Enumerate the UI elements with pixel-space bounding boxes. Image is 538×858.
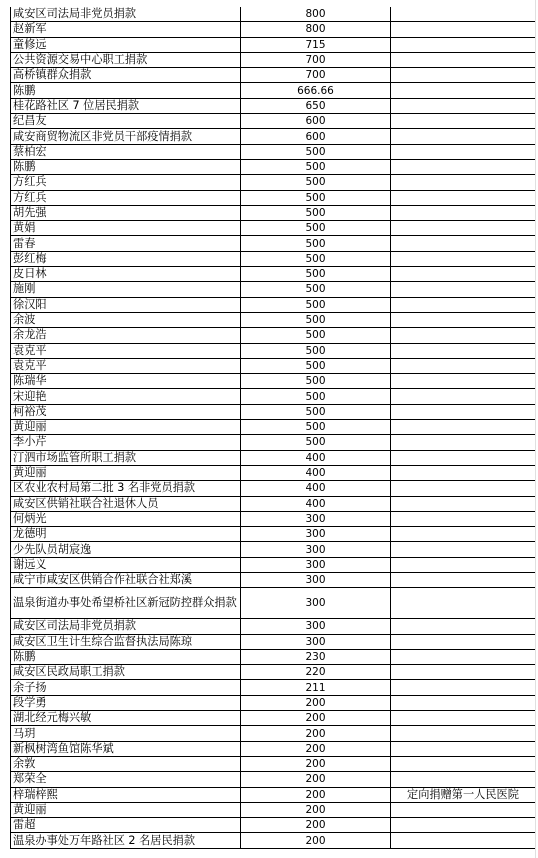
- table-row: [11, 711, 536, 726]
- table-row: [11, 572, 536, 587]
- donation-amount-cell[interactable]: 500: [241, 374, 391, 389]
- table-row: [11, 649, 536, 664]
- table-row: [11, 404, 536, 419]
- table-row: [11, 236, 536, 251]
- table-row: [11, 481, 536, 496]
- donor-name-cell[interactable]: 何炳光: [11, 511, 241, 526]
- table-row: [11, 221, 536, 236]
- donor-name-cell[interactable]: 袁克平: [11, 358, 241, 373]
- donation-amount-cell[interactable]: 500: [241, 236, 391, 251]
- note-cell[interactable]: [391, 68, 536, 83]
- donation-amount-cell[interactable]: 200: [241, 711, 391, 726]
- donation-amount-cell[interactable]: 600: [241, 129, 391, 144]
- note-cell[interactable]: [391, 404, 536, 419]
- donation-amount-cell[interactable]: 400: [241, 481, 391, 496]
- note-cell[interactable]: [391, 741, 536, 756]
- donation-amount-cell[interactable]: 500: [241, 328, 391, 343]
- note-cell[interactable]: [391, 588, 536, 619]
- table-row: [11, 282, 536, 297]
- donor-name-cell[interactable]: 湖北经元梅兴敏: [11, 711, 241, 726]
- note-cell[interactable]: 定向捐赠第一人民医院: [391, 787, 536, 802]
- donor-name-cell[interactable]: 汀泗市场监管所职工捐款: [11, 450, 241, 465]
- note-cell[interactable]: [391, 7, 536, 22]
- donor-name-cell[interactable]: 陈鹏: [11, 83, 241, 98]
- donor-name-cell[interactable]: 蔡柏宏: [11, 144, 241, 159]
- donor-name-cell[interactable]: 少先队员胡宸逸: [11, 542, 241, 557]
- table-row: [11, 343, 536, 358]
- note-cell[interactable]: [391, 221, 536, 236]
- note-cell[interactable]: [391, 481, 536, 496]
- note-cell[interactable]: [391, 98, 536, 113]
- table-row: [11, 190, 536, 205]
- donation-amount-cell[interactable]: 300: [241, 588, 391, 619]
- note-cell[interactable]: [391, 542, 536, 557]
- table-row: [11, 251, 536, 266]
- donor-name-cell[interactable]: 高桥镇群众捐款: [11, 68, 241, 83]
- donation-amount-cell[interactable]: 200: [241, 772, 391, 787]
- note-cell[interactable]: [391, 175, 536, 190]
- donor-name-cell[interactable]: 余波: [11, 312, 241, 327]
- table-row: [11, 511, 536, 526]
- donation-amount-cell[interactable]: 500: [241, 420, 391, 435]
- note-cell[interactable]: [391, 83, 536, 98]
- table-row: [11, 144, 536, 159]
- donation-amount-cell[interactable]: 220: [241, 665, 391, 680]
- donation-amount-cell[interactable]: 500: [241, 435, 391, 450]
- table-row: [11, 328, 536, 343]
- note-cell[interactable]: [391, 236, 536, 251]
- donation-amount-cell[interactable]: 500: [241, 297, 391, 312]
- table-row: [11, 741, 536, 756]
- donor-name-cell[interactable]: 咸安区卫生计生综合监督执法局陈琼: [11, 634, 241, 649]
- table-row: [11, 114, 536, 129]
- donor-name-cell[interactable]: 黄娟: [11, 221, 241, 236]
- note-cell[interactable]: [391, 496, 536, 511]
- note-cell[interactable]: [391, 251, 536, 266]
- donation-amount-cell[interactable]: 500: [241, 190, 391, 205]
- donation-amount-cell[interactable]: 500: [241, 251, 391, 266]
- note-cell[interactable]: [391, 572, 536, 587]
- donation-amount-cell[interactable]: 200: [241, 802, 391, 817]
- note-cell[interactable]: [391, 833, 536, 848]
- note-cell[interactable]: [391, 312, 536, 327]
- note-cell[interactable]: [391, 267, 536, 282]
- table-row: [11, 496, 536, 511]
- note-cell[interactable]: [391, 205, 536, 220]
- donation-amount-cell[interactable]: 500: [241, 159, 391, 174]
- donor-name-cell[interactable]: 区农业农村局第二批 3 名非党员捐款: [11, 481, 241, 496]
- donation-amount-cell[interactable]: 500: [241, 175, 391, 190]
- donation-amount-cell[interactable]: 400: [241, 496, 391, 511]
- table-row: [11, 22, 536, 37]
- note-cell[interactable]: [391, 282, 536, 297]
- table-row: [11, 833, 536, 848]
- note-cell[interactable]: [391, 649, 536, 664]
- donor-name-cell[interactable]: 咸安区司法局非党员捐款: [11, 7, 241, 22]
- note-cell[interactable]: [391, 52, 536, 67]
- donor-name-cell[interactable]: 彭红梅: [11, 251, 241, 266]
- note-cell[interactable]: [391, 435, 536, 450]
- donation-amount-cell[interactable]: 230: [241, 649, 391, 664]
- donation-amount-cell[interactable]: 400: [241, 450, 391, 465]
- donation-amount-cell[interactable]: 500: [241, 205, 391, 220]
- table-row: [11, 175, 536, 190]
- donor-name-cell[interactable]: 陈瑞华: [11, 374, 241, 389]
- note-cell[interactable]: [391, 159, 536, 174]
- note-cell[interactable]: [391, 22, 536, 37]
- donor-name-cell[interactable]: 余子扬: [11, 680, 241, 695]
- table-row: [11, 205, 536, 220]
- table-row: [11, 420, 536, 435]
- table-row: [11, 756, 536, 771]
- donation-amount-cell[interactable]: 200: [241, 741, 391, 756]
- donor-name-cell[interactable]: 马玥: [11, 726, 241, 741]
- note-cell[interactable]: [391, 190, 536, 205]
- donor-name-cell[interactable]: 方红兵: [11, 190, 241, 205]
- donation-amount-cell[interactable]: 300: [241, 634, 391, 649]
- table-row: [11, 389, 536, 404]
- donor-name-cell[interactable]: 黄迎丽: [11, 802, 241, 817]
- note-cell[interactable]: [391, 619, 536, 634]
- note-cell[interactable]: [391, 114, 536, 129]
- note-cell[interactable]: [391, 297, 536, 312]
- note-cell[interactable]: [391, 389, 536, 404]
- table-row: [11, 374, 536, 389]
- note-cell[interactable]: [391, 665, 536, 680]
- donation-amount-cell[interactable]: 650: [241, 98, 391, 113]
- donor-name-cell[interactable]: 余龙浩: [11, 328, 241, 343]
- table-row: [11, 358, 536, 373]
- donation-amount-cell[interactable]: 300: [241, 572, 391, 587]
- donor-name-cell[interactable]: 温泉街道办事处希望桥社区新冠防控群众捐款: [11, 588, 241, 619]
- donor-name-cell[interactable]: 黄迎丽: [11, 465, 241, 480]
- donation-amount-cell[interactable]: 500: [241, 404, 391, 419]
- donation-amount-cell[interactable]: 600: [241, 114, 391, 129]
- donation-amount-cell[interactable]: 500: [241, 144, 391, 159]
- donor-name-cell[interactable]: 公共资源交易中心职工捐款: [11, 52, 241, 67]
- note-cell[interactable]: [391, 511, 536, 526]
- table-row: [11, 665, 536, 680]
- note-cell[interactable]: [391, 328, 536, 343]
- table-row: [11, 267, 536, 282]
- donor-name-cell[interactable]: 赵新军: [11, 22, 241, 37]
- note-cell[interactable]: [391, 695, 536, 710]
- note-cell[interactable]: [391, 802, 536, 817]
- donor-name-cell[interactable]: 徐汉阳: [11, 297, 241, 312]
- table-row: [11, 68, 536, 83]
- table-row: [11, 527, 536, 542]
- note-cell[interactable]: [391, 37, 536, 52]
- donation-amount-cell[interactable]: 200: [241, 833, 391, 848]
- table-row: [11, 52, 536, 67]
- note-cell[interactable]: [391, 465, 536, 480]
- donation-amount-cell[interactable]: 200: [241, 818, 391, 833]
- table-row: [11, 772, 536, 787]
- donation-amount-cell[interactable]: 300: [241, 619, 391, 634]
- donation-amount-cell[interactable]: 300: [241, 527, 391, 542]
- table-row: [11, 450, 536, 465]
- donor-name-cell[interactable]: 柯裕茂: [11, 404, 241, 419]
- donor-name-cell[interactable]: 宋迎艳: [11, 389, 241, 404]
- table-row: [11, 98, 536, 113]
- table-row: [11, 465, 536, 480]
- note-cell[interactable]: [391, 680, 536, 695]
- donor-name-cell[interactable]: 咸宁市咸安区供销合作社联合社郑溪: [11, 572, 241, 587]
- note-cell[interactable]: [391, 343, 536, 358]
- donor-name-cell[interactable]: 龙德明: [11, 527, 241, 542]
- donor-name-cell[interactable]: 方红兵: [11, 175, 241, 190]
- donor-name-cell[interactable]: 温泉办事处万年路社区 2 名居民捐款: [11, 833, 241, 848]
- table-row: [11, 619, 536, 634]
- table-row: [11, 297, 536, 312]
- donation-amount-cell[interactable]: 800: [241, 22, 391, 37]
- donor-name-cell[interactable]: 袁克平: [11, 343, 241, 358]
- donation-amount-cell[interactable]: 500: [241, 221, 391, 236]
- donation-amount-cell[interactable]: 700: [241, 68, 391, 83]
- donor-name-cell[interactable]: 郑荣全: [11, 772, 241, 787]
- table-row: [11, 159, 536, 174]
- donation-amount-cell[interactable]: 500: [241, 282, 391, 297]
- note-cell[interactable]: [391, 358, 536, 373]
- donation-table-body: [11, 7, 536, 848]
- page-edge: [535, 0, 536, 858]
- donor-name-cell[interactable]: 陈鹏: [11, 649, 241, 664]
- donation-amount-cell[interactable]: 500: [241, 267, 391, 282]
- donation-amount-cell[interactable]: 800: [241, 7, 391, 22]
- note-cell[interactable]: [391, 129, 536, 144]
- donation-amount-cell[interactable]: 200: [241, 756, 391, 771]
- table-row: [11, 695, 536, 710]
- note-cell[interactable]: [391, 420, 536, 435]
- table-row: [11, 802, 536, 817]
- donor-name-cell[interactable]: 皮日林: [11, 267, 241, 282]
- note-cell[interactable]: [391, 450, 536, 465]
- donation-amount-cell[interactable]: 500: [241, 389, 391, 404]
- table-row: [11, 37, 536, 52]
- table-row: [11, 129, 536, 144]
- donation-amount-cell[interactable]: 500: [241, 312, 391, 327]
- note-cell[interactable]: [391, 634, 536, 649]
- donation-amount-cell[interactable]: 700: [241, 52, 391, 67]
- table-row: [11, 83, 536, 98]
- donor-name-cell[interactable]: 雷春: [11, 236, 241, 251]
- table-row: [11, 312, 536, 327]
- donor-name-cell[interactable]: 陈鹏: [11, 159, 241, 174]
- table-row: [11, 542, 536, 557]
- donor-name-cell[interactable]: 新枫树湾鱼馆陈华斌: [11, 741, 241, 756]
- table-row: [11, 435, 536, 450]
- table-row: [11, 588, 536, 619]
- donor-name-cell[interactable]: 咸安区民政局职工捐款: [11, 665, 241, 680]
- donor-name-cell[interactable]: 胡先强: [11, 205, 241, 220]
- donor-name-cell[interactable]: 童修远: [11, 37, 241, 52]
- donor-name-cell[interactable]: 黄迎丽: [11, 420, 241, 435]
- note-cell[interactable]: [391, 374, 536, 389]
- table-row: [11, 557, 536, 572]
- donor-name-cell[interactable]: 雷超: [11, 818, 241, 833]
- note-cell[interactable]: [391, 756, 536, 771]
- donation-amount-cell[interactable]: 400: [241, 465, 391, 480]
- donation-table: [10, 7, 536, 849]
- donor-name-cell[interactable]: 纪昌友: [11, 114, 241, 129]
- table-row: [11, 634, 536, 649]
- donation-amount-cell[interactable]: 200: [241, 726, 391, 741]
- donor-name-cell[interactable]: 咸安区司法局非党员捐款: [11, 619, 241, 634]
- donation-amount-cell[interactable]: 666.66: [241, 83, 391, 98]
- donor-name-cell[interactable]: 谢远义: [11, 557, 241, 572]
- donation-amount-cell[interactable]: 300: [241, 557, 391, 572]
- note-cell[interactable]: [391, 711, 536, 726]
- donor-name-cell[interactable]: 余敦: [11, 756, 241, 771]
- donor-name-cell[interactable]: 咸安区供销社联合社退休人员: [11, 496, 241, 511]
- note-cell[interactable]: [391, 144, 536, 159]
- donation-amount-cell[interactable]: 500: [241, 358, 391, 373]
- donor-name-cell[interactable]: 咸安商贸物流区非党员干部疫情捐款: [11, 129, 241, 144]
- donation-amount-cell[interactable]: 200: [241, 695, 391, 710]
- table-row: [11, 726, 536, 741]
- donation-amount-cell[interactable]: 211: [241, 680, 391, 695]
- note-cell[interactable]: [391, 726, 536, 741]
- donor-name-cell[interactable]: 段学勇: [11, 695, 241, 710]
- donation-amount-cell[interactable]: 200: [241, 787, 391, 802]
- donation-amount-cell[interactable]: 715: [241, 37, 391, 52]
- donation-amount-cell[interactable]: 300: [241, 511, 391, 526]
- donor-name-cell[interactable]: 梓瑞梓熙: [11, 787, 241, 802]
- note-cell[interactable]: [391, 527, 536, 542]
- donor-name-cell[interactable]: 施刚: [11, 282, 241, 297]
- table-row: [11, 7, 536, 22]
- donor-name-cell[interactable]: 李小芹: [11, 435, 241, 450]
- table-row: [11, 787, 536, 802]
- donor-name-cell[interactable]: 桂花路社区 7 位居民捐款: [11, 98, 241, 113]
- note-cell[interactable]: [391, 772, 536, 787]
- note-cell[interactable]: [391, 557, 536, 572]
- table-row: [11, 680, 536, 695]
- note-cell[interactable]: [391, 818, 536, 833]
- donation-amount-cell[interactable]: 300: [241, 542, 391, 557]
- table-row: [11, 818, 536, 833]
- donation-amount-cell[interactable]: 500: [241, 343, 391, 358]
